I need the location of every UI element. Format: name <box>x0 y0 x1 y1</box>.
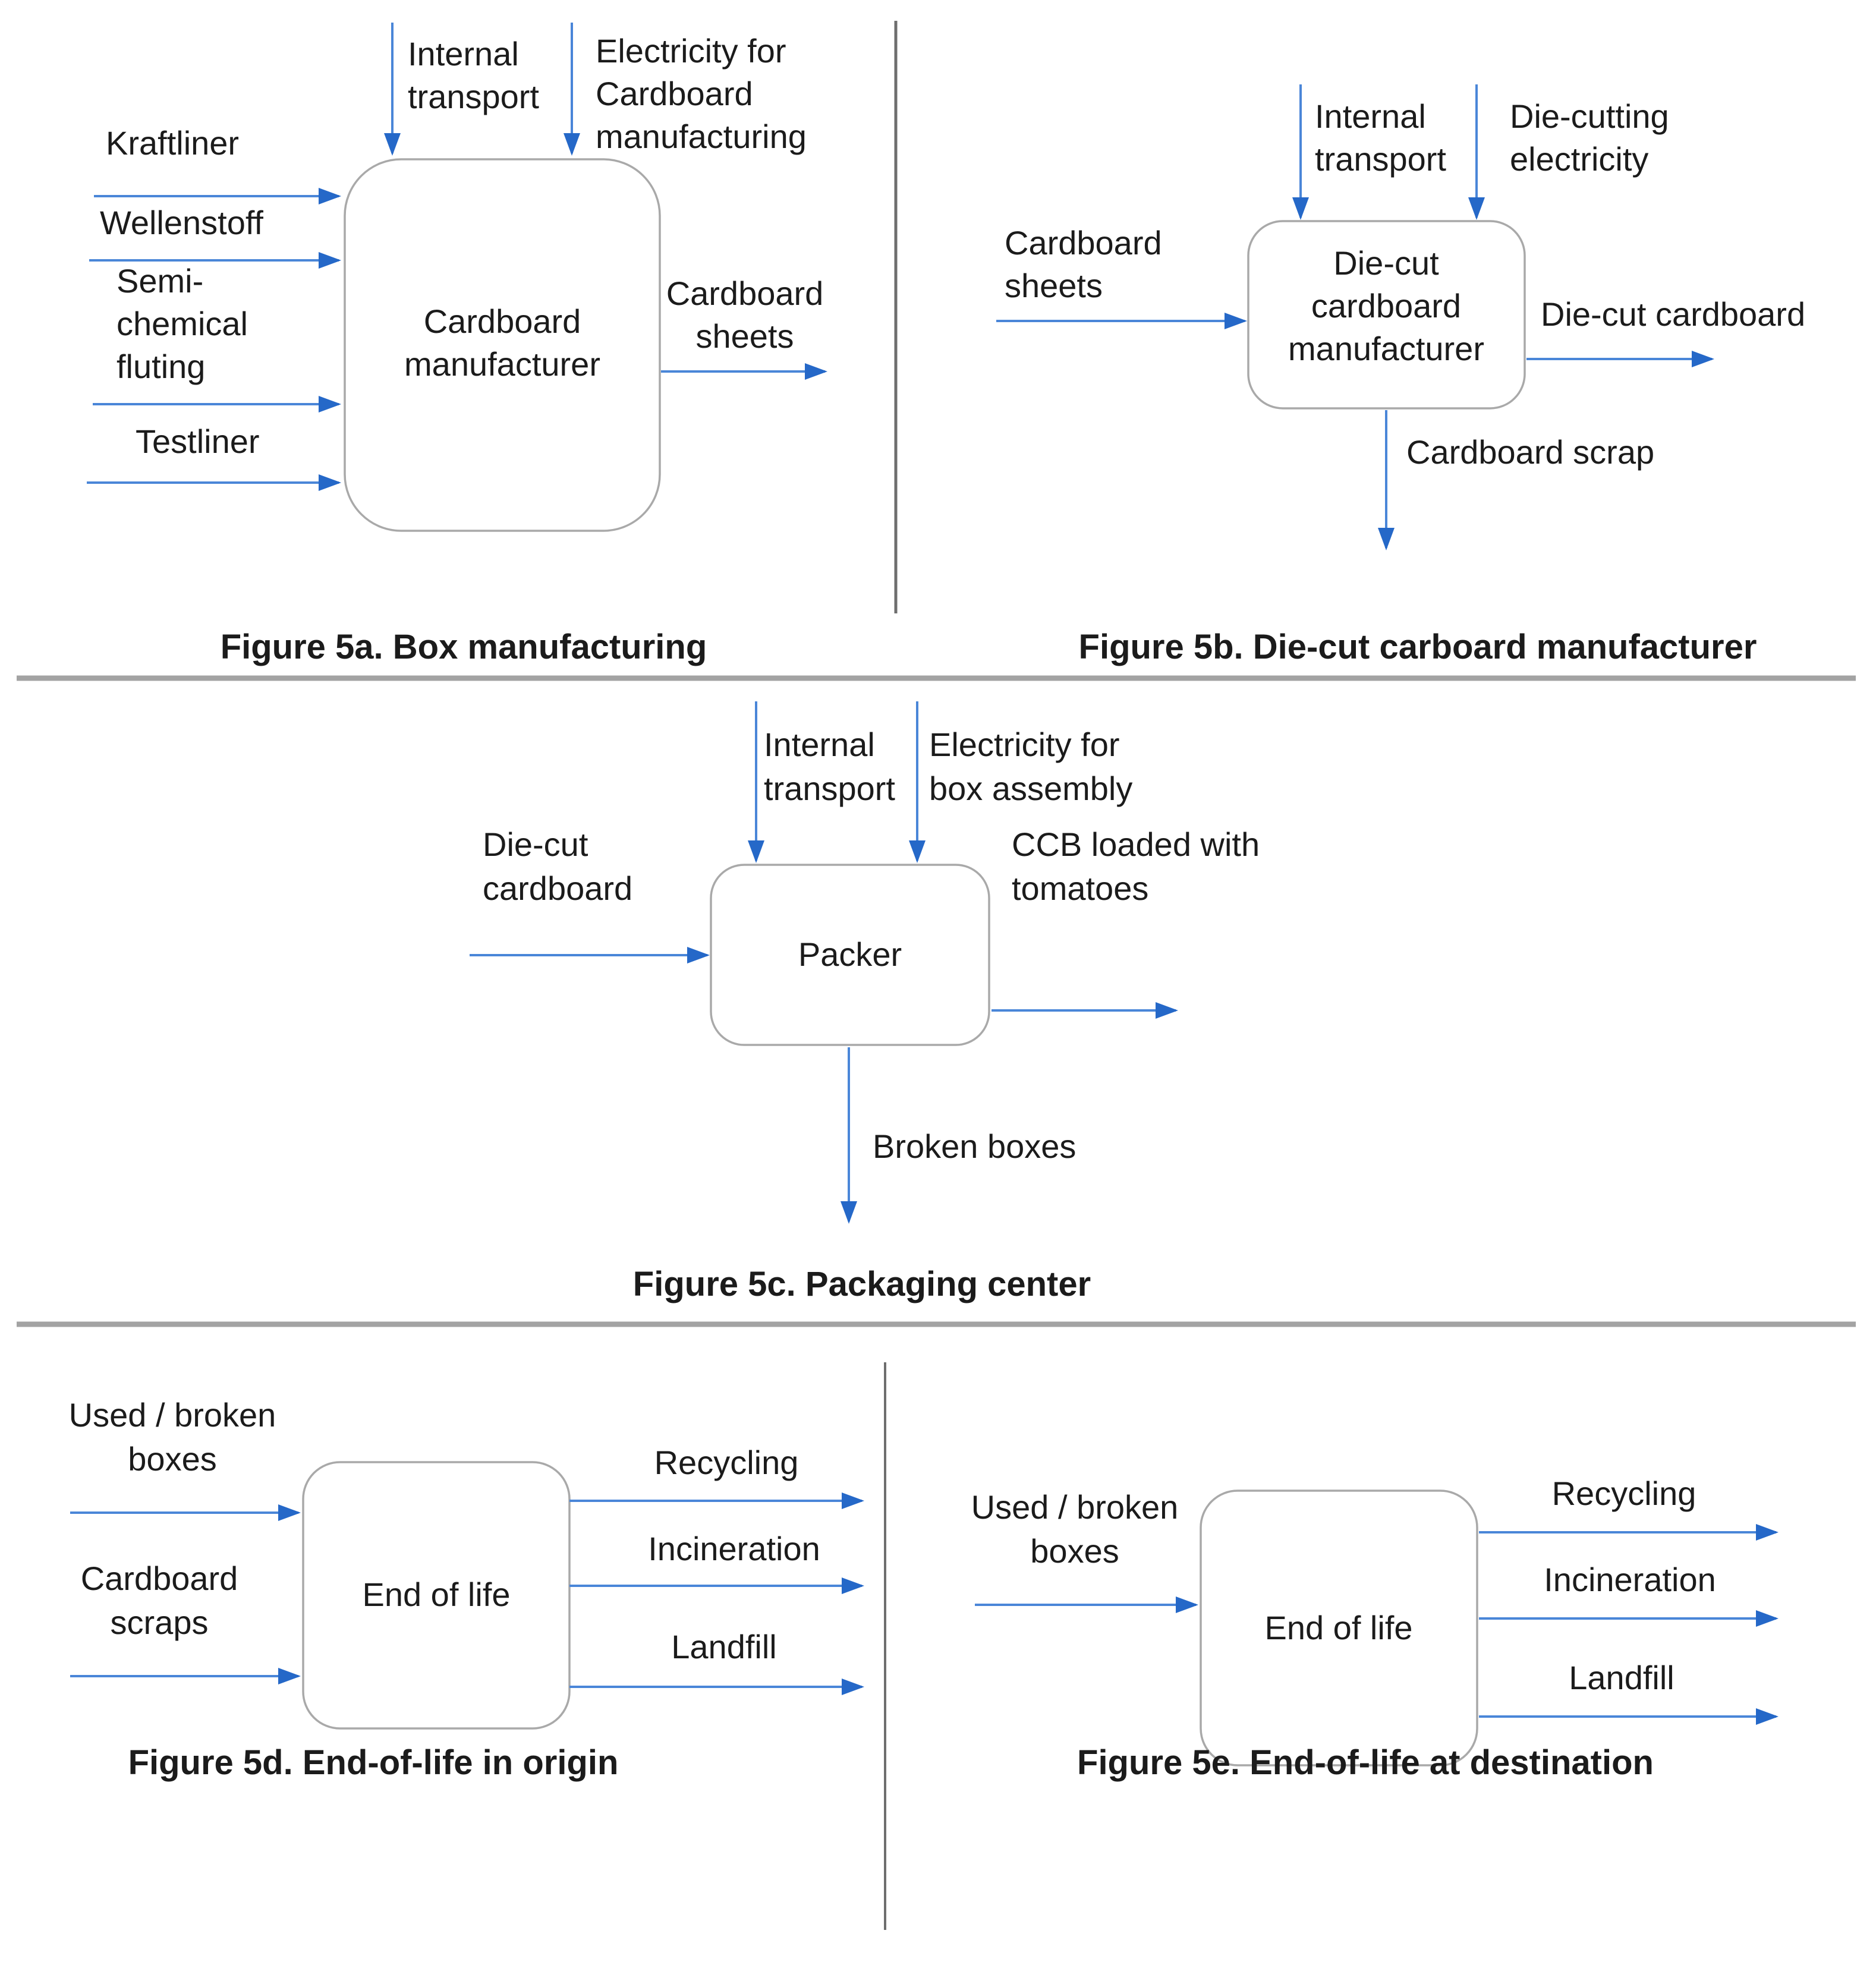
top-input-label: Electricity for <box>596 32 786 70</box>
input-label-semi-chemical-fluting: fluting <box>117 348 206 385</box>
process-box-label: manufacturer <box>1288 330 1484 367</box>
process-box-label: manufacturer <box>404 345 600 383</box>
input-label-cardboard-scraps: Cardboard <box>80 1560 238 1597</box>
process-box-label: End of life <box>1264 1609 1413 1646</box>
process-box-label: Die-cut <box>1333 244 1439 282</box>
output-label-recycling: Recycling <box>654 1444 799 1481</box>
output-label-cardboard-sheets: Cardboard <box>666 275 824 312</box>
output-label-incineration: Incineration <box>648 1530 820 1567</box>
output-label-cardboard-sheets: sheets <box>695 317 794 355</box>
figure-5d-end-of-life-in-origin <box>69 1396 862 1782</box>
figure-caption-5a: Figure 5a. Box manufacturing <box>220 628 707 666</box>
figure-5b-die-cut-cardboard-manufacturer <box>996 84 1805 666</box>
input-label-wellenstoff: Wellenstoff <box>100 204 263 241</box>
output-label-ccb-loaded-with-tomatoes: CCB loaded with <box>1012 826 1260 863</box>
figure-5a-box-manufacturing <box>87 23 825 666</box>
input-label-semi-chemical-fluting: Semi- <box>117 262 204 300</box>
process-box-label: Packer <box>798 936 902 973</box>
figure-5e-end-of-life-at-destination <box>971 1475 1776 1782</box>
output-label-landfill: Landfill <box>1569 1659 1674 1696</box>
top-input-label: Internal <box>1315 97 1426 135</box>
input-label-die-cut-cardboard: Die-cut <box>483 826 588 863</box>
input-label-kraftliner: Kraftliner <box>106 124 240 162</box>
output-label-broken-boxes: Broken boxes <box>873 1128 1077 1165</box>
input-label-testliner: Testliner <box>136 423 260 460</box>
process-box-label: cardboard <box>1311 287 1462 325</box>
top-input-label: Internal <box>764 726 875 763</box>
top-input-label: Cardboard <box>596 75 753 112</box>
output-label-recycling: Recycling <box>1551 1475 1696 1512</box>
input-label-cardboard-scraps: scraps <box>110 1604 209 1641</box>
top-input-label: Electricity for <box>929 726 1120 763</box>
top-input-label: transport <box>408 78 539 115</box>
top-input-label: Die-cutting <box>1510 97 1669 135</box>
output-label-incineration: Incineration <box>1544 1561 1716 1598</box>
output-label-landfill: Landfill <box>671 1628 777 1665</box>
input-label-cardboard-sheets: sheets <box>1005 267 1103 304</box>
figure-caption-5b: Figure 5b. Die-cut carboard manufacturer <box>1078 628 1757 666</box>
top-input-label: box assembly <box>929 770 1133 807</box>
top-input-label: transport <box>764 770 895 807</box>
input-label-used-broken-boxes: Used / broken <box>68 1396 276 1434</box>
figure-caption-5e: Figure 5e. End-of-life at destination <box>1077 1743 1654 1782</box>
top-input-label: manufacturing <box>596 118 807 155</box>
process-box-label: Cardboard <box>423 303 581 340</box>
top-input-label: Internal <box>408 35 519 73</box>
output-label-ccb-loaded-with-tomatoes: tomatoes <box>1012 870 1149 907</box>
input-label-die-cut-cardboard: cardboard <box>483 870 633 907</box>
figure-caption-5c: Figure 5c. Packaging center <box>632 1265 1091 1303</box>
input-label-used-broken-boxes: boxes <box>1030 1532 1119 1570</box>
output-label-cardboard-scrap: Cardboard scrap <box>1406 433 1655 471</box>
output-label-die-cut-cardboard: Die-cut cardboard <box>1541 295 1806 333</box>
input-label-cardboard-sheets: Cardboard <box>1005 224 1162 262</box>
top-input-label: electricity <box>1510 140 1649 178</box>
figure-caption-5d: Figure 5d. End-of-life in origin <box>128 1743 619 1782</box>
process-box-label: End of life <box>362 1576 511 1613</box>
input-label-used-broken-boxes: boxes <box>128 1440 217 1478</box>
top-input-label: transport <box>1315 140 1446 178</box>
figure-5c-packaging-center <box>470 701 1260 1303</box>
input-label-semi-chemical-fluting: chemical <box>117 305 248 342</box>
input-label-used-broken-boxes: Used / broken <box>971 1488 1179 1526</box>
